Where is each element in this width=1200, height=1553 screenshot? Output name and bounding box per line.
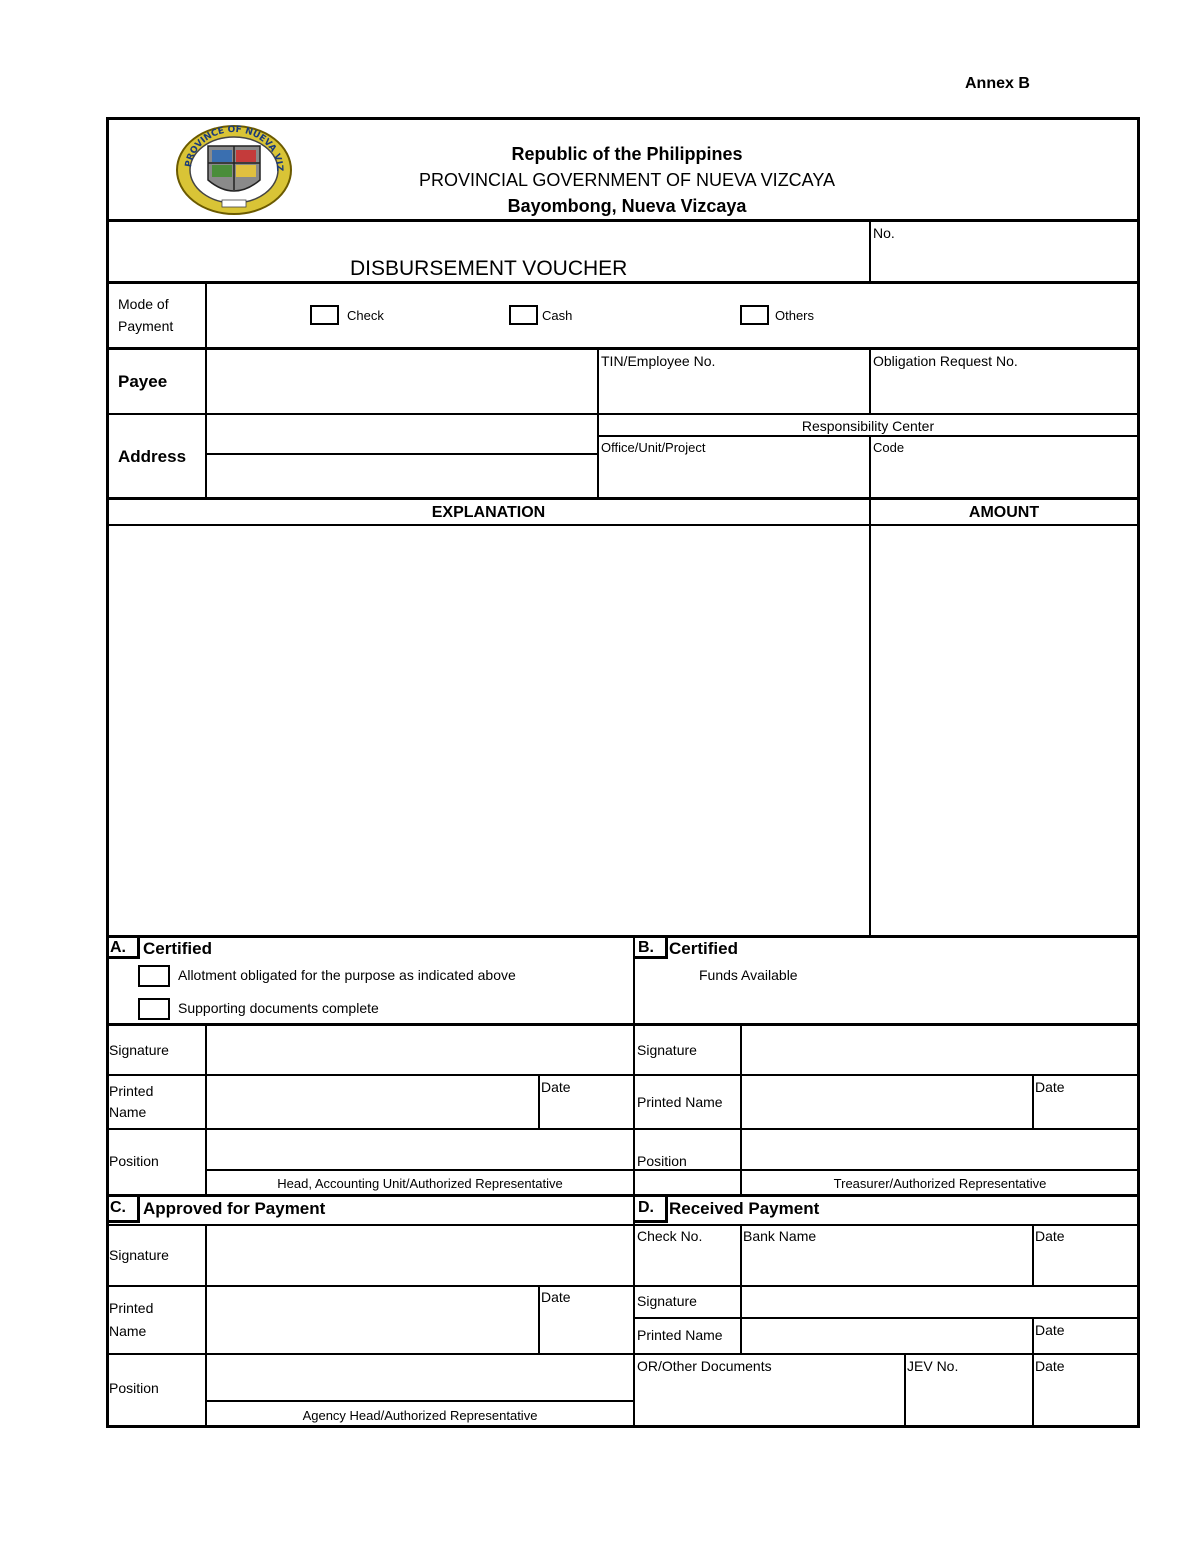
voucher-title: DISBURSEMENT VOUCHER xyxy=(350,257,628,280)
no-field[interactable] xyxy=(873,244,1135,280)
section-b-tag: B. xyxy=(638,939,654,956)
check-label: Check xyxy=(347,308,384,323)
d-date-label-3: Date xyxy=(1035,1358,1065,1374)
d-date-field-1[interactable] xyxy=(1035,1247,1135,1283)
a-date-field[interactable] xyxy=(541,1097,631,1127)
office-field[interactable] xyxy=(601,458,867,496)
explanation-area[interactable] xyxy=(110,528,866,934)
c-printed-label-1: Printed xyxy=(109,1300,154,1316)
bank-name-field[interactable] xyxy=(743,1247,1030,1283)
section-c-title: Approved for Payment xyxy=(143,1199,326,1218)
jev-field[interactable] xyxy=(907,1377,1030,1423)
or-docs-label: OR/Other Documents xyxy=(637,1358,772,1374)
d-signature-field[interactable] xyxy=(743,1288,1135,1316)
mode-label-1: Mode of xyxy=(118,296,169,312)
or-docs-field[interactable] xyxy=(637,1377,902,1423)
supporting-docs-label: Supporting documents complete xyxy=(178,1000,379,1016)
section-a-title: Certified xyxy=(143,939,212,958)
b-position-field[interactable] xyxy=(743,1131,1135,1168)
a-date-label: Date xyxy=(541,1079,571,1095)
bank-name-label: Bank Name xyxy=(743,1228,817,1244)
amount-header: AMOUNT xyxy=(968,504,1040,521)
address-field-1[interactable] xyxy=(208,416,596,453)
a-signature-label: Signature xyxy=(109,1042,169,1058)
c-date-field[interactable] xyxy=(541,1308,631,1352)
b-printed-label: Printed Name xyxy=(637,1094,723,1110)
funds-available-label: Funds Available xyxy=(699,967,798,983)
cash-label: Cash xyxy=(542,308,573,323)
b-date-field[interactable] xyxy=(1035,1097,1135,1127)
c-role-label: Agency Head/Authorized Representative xyxy=(302,1408,538,1423)
c-signature-label: Signature xyxy=(109,1247,169,1263)
supporting-docs-checkbox[interactable] xyxy=(138,998,170,1020)
provincial-seal xyxy=(175,124,293,216)
c-printed-label-2: Name xyxy=(109,1323,147,1339)
d-printed-label: Printed Name xyxy=(637,1327,723,1343)
b-signature-field[interactable] xyxy=(743,1027,1135,1073)
obr-label: Obligation Request No. xyxy=(873,353,1018,369)
allotment-checkbox[interactable] xyxy=(138,965,170,987)
section-d-tag: D. xyxy=(638,1199,654,1216)
tin-field[interactable] xyxy=(601,372,867,412)
seal-text: PROVINCE OF NUEVA VIZ xyxy=(184,124,285,172)
address-label: Address xyxy=(118,447,187,466)
d-date-label-2: Date xyxy=(1035,1322,1065,1338)
allotment-label: Allotment obligated for the purpose as indicated above xyxy=(178,967,516,983)
check-no-field[interactable] xyxy=(637,1247,738,1283)
obr-field[interactable] xyxy=(873,372,1135,412)
a-printed-label-1: Printed xyxy=(109,1083,154,1099)
b-signature-label: Signature xyxy=(637,1042,697,1058)
d-signature-label: Signature xyxy=(637,1293,697,1309)
explanation-header: EXPLANATION xyxy=(431,504,546,521)
office-label: Office/Unit/Project xyxy=(601,440,706,455)
a-printed-label-2: Name xyxy=(109,1104,147,1120)
a-position-label: Position xyxy=(109,1153,159,1169)
payee-field[interactable] xyxy=(208,351,596,413)
check-checkbox[interactable] xyxy=(310,305,339,325)
section-d-title: Received Payment xyxy=(669,1199,820,1218)
section-b-title: Certified xyxy=(669,939,738,958)
b-role-label: Treasurer/Authorized Representative xyxy=(833,1176,1047,1191)
section-a-tag: A. xyxy=(110,939,126,956)
d-printed-name-field[interactable] xyxy=(743,1320,1030,1352)
tin-label: TIN/Employee No. xyxy=(601,353,716,369)
header-line-2: PROVINCIAL GOVERNMENT OF NUEVA VIZCAYA xyxy=(418,170,836,190)
no-label: No. xyxy=(873,225,895,241)
annex-label: Annex B xyxy=(965,75,1030,92)
mode-label-2: Payment xyxy=(118,318,174,334)
b-printed-name-field[interactable] xyxy=(743,1077,1030,1127)
d-date-label-1: Date xyxy=(1035,1228,1065,1244)
amount-area[interactable] xyxy=(873,528,1135,934)
a-printed-name-field[interactable] xyxy=(208,1077,536,1127)
code-label: Code xyxy=(873,440,905,455)
c-printed-name-field[interactable] xyxy=(208,1288,536,1352)
b-position-label: Position xyxy=(637,1153,687,1169)
header-line-1: Republic of the Philippines xyxy=(511,144,743,164)
cash-checkbox[interactable] xyxy=(509,305,538,325)
c-position-label: Position xyxy=(109,1380,159,1396)
section-c-tag: C. xyxy=(110,1199,126,1216)
a-role-label: Head, Accounting Unit/Authorized Representative xyxy=(277,1176,563,1191)
check-no-label: Check No. xyxy=(637,1228,703,1244)
others-label: Others xyxy=(775,308,815,323)
code-field[interactable] xyxy=(873,458,1135,496)
jev-label: JEV No. xyxy=(907,1358,959,1374)
c-date-label: Date xyxy=(541,1289,571,1305)
b-date-label: Date xyxy=(1035,1079,1065,1095)
responsibility-center-label: Responsibility Center xyxy=(801,418,935,434)
c-signature-field[interactable] xyxy=(208,1227,631,1284)
c-position-field[interactable] xyxy=(208,1356,631,1399)
payee-label: Payee xyxy=(118,372,168,391)
a-position-field[interactable] xyxy=(208,1131,631,1168)
a-signature-field[interactable] xyxy=(208,1027,631,1073)
header-line-3: Bayombong, Nueva Vizcaya xyxy=(507,196,747,216)
d-date-field-3[interactable] xyxy=(1035,1377,1135,1423)
others-checkbox[interactable] xyxy=(740,305,769,325)
address-field-2[interactable] xyxy=(208,456,596,496)
